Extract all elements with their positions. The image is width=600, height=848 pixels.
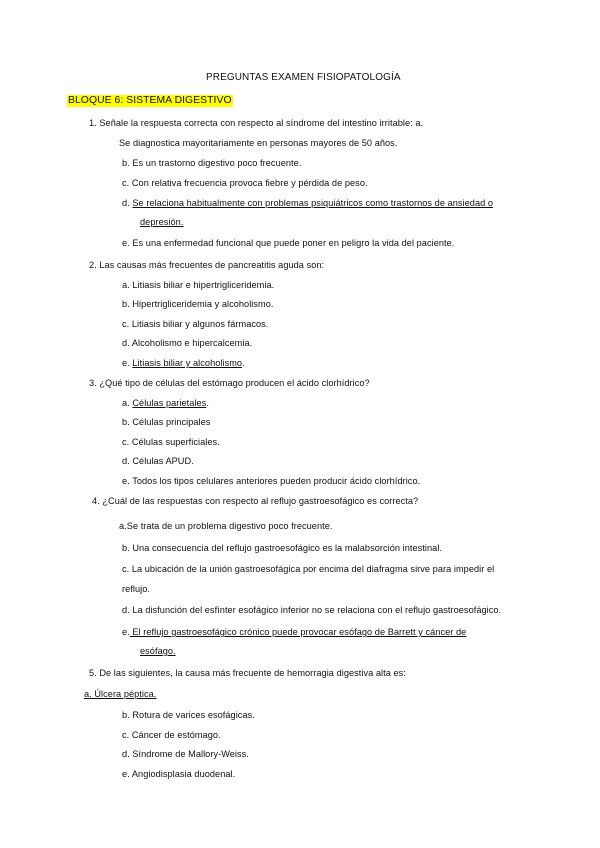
option-prefix: e. [122, 627, 130, 637]
question-5-option-e: e. Angiodisplasia duodenal. [122, 769, 236, 779]
question-2-option-c: c. Litiasis biliar y algunos fármacos. [122, 319, 269, 329]
block-heading: BLOQUE 6: SISTEMA DIGESTIVO [68, 95, 232, 106]
question-1-option-c: c. Con relativa frecuencia provoca fiebre y pérdida de peso. [122, 178, 368, 188]
question-1-option-a: Se diagnostica mayoritariamente en personas mayores de 50 años. [119, 138, 398, 148]
question-3-option-e: e. Todos los tipos celulares anteriores pueden producir ácido clorhídrico. [122, 476, 421, 486]
question-3-option-b: b. Células principales [122, 417, 211, 427]
question-3-option-a [122, 397, 209, 409]
question-4-option-d: d. La disfunción del esfínter esofágico inferior no se relaciona con el reflujo gastroesofágico. [122, 605, 502, 615]
question-3-stem: 3. ¿Qué tipo de células del estómago producen el ácido clorhídrico? [89, 378, 370, 388]
question-2-option-e [122, 357, 245, 369]
question-2-option-d: d. Alcoholismo e hipercalcemia. [122, 338, 253, 348]
question-1-option-d-continued: depresión. [140, 217, 184, 227]
question-3-option-d: d. Células APUD. [122, 456, 194, 466]
option-prefix: d. [122, 198, 133, 208]
option-prefix: e. [122, 358, 133, 368]
question-1-option-b: b. Es un trastorno digestivo poco frecuente. [122, 158, 302, 168]
page-title: PREGUNTAS EXAMEN FISIOPATOLOGÍA [206, 72, 401, 83]
question-4-option-a: a.Se trata de un problema digestivo poco frecuente. [119, 521, 333, 531]
question-4-option-b: b. Una consecuencia del reflujo gastroesofágico es la malabsorción intestinal. [122, 543, 443, 553]
question-4-stem: 4. ¿Cuál de las respuestas con respecto al reflujo gastroesofágico es correcta? [92, 496, 419, 506]
question-4-option-c: c. La ubicación de la unión gastroesofágica por encima del diafragma sirve para impedir el [122, 564, 495, 574]
question-2-option-a: a. Litiasis biliar e hipertrigliceridemia. [122, 280, 275, 290]
option-suffix: . [206, 398, 209, 408]
option-prefix: a. [122, 398, 133, 408]
question-4-option-e-continued: esófago. [140, 646, 176, 656]
question-3-option-c: c. Células superficiales. [122, 437, 220, 447]
question-1-option-d [122, 197, 493, 209]
question-1-option-e: e. Es una enfermedad funcional que puede poner en peligro la vida del paciente. [122, 238, 455, 248]
correct-answer-text: El reflujo gastroesofágico crónico puede provocar esófago de Barrett y cáncer de [129, 627, 467, 637]
question-4-option-c-continued: reflujo. [122, 584, 150, 594]
question-1-stem: 1. Señale la respuesta correcta con respecto al síndrome del intestino irritable: a. [89, 118, 424, 128]
correct-answer-text: Células parietales [132, 398, 207, 408]
question-2-stem: 2. Las causas más frecuentes de pancreatitis aguda son: [89, 260, 325, 270]
question-5-option-a: a. Úlcera péptica. [84, 689, 157, 699]
question-5-option-c: c. Cáncer de estómago. [122, 730, 221, 740]
correct-answer-text: Litiasis biliar y alcoholismo [132, 358, 243, 368]
option-suffix: . [242, 358, 245, 368]
correct-answer-text: Se relaciona habitualmente con problemas psiquiátricos como trastornos de ansiedad o [132, 198, 494, 208]
question-5-option-d: d. Síndrome de Mallory-Weiss. [122, 749, 249, 759]
question-4-option-e [122, 626, 466, 638]
question-2-option-b: b. Hipertrigliceridemia y alcoholismo. [122, 299, 274, 309]
question-5-option-b: b. Rotura de varices esofágicas. [122, 710, 255, 720]
question-5-stem: 5. De las siguientes, la causa más frecuente de hemorragia digestiva alta es: [89, 668, 406, 678]
